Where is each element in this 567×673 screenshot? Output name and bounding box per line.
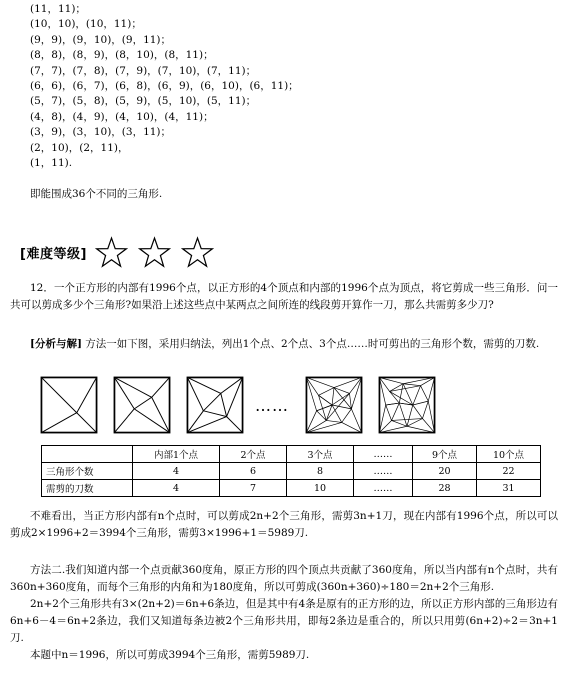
figures-ellipsis: …… bbox=[255, 395, 289, 415]
difficulty-level bbox=[20, 236, 224, 268]
analysis-text: 方法一如下图，采用归纳法，列出1个点、2个点、3个点……时可剪出的三角形个数，需剪的刀数. bbox=[85, 338, 540, 350]
square-figure-10-points bbox=[378, 376, 436, 434]
table-header-cell: 9个点 bbox=[413, 446, 477, 463]
table-cell: 4 bbox=[133, 480, 220, 497]
table-cell: 7 bbox=[220, 480, 287, 497]
table-header-cell: 内部1个点 bbox=[133, 446, 220, 463]
square-figure-9-points bbox=[305, 376, 363, 434]
pair-line: (10，10)，(10，11)； bbox=[30, 18, 142, 31]
table-cell: 22 bbox=[477, 463, 541, 480]
table-cell: 31 bbox=[477, 480, 541, 497]
difficulty-label: [难度等级] bbox=[20, 246, 87, 262]
data-table bbox=[41, 445, 541, 497]
star-outline-icon bbox=[181, 236, 214, 269]
square-figure-1-point bbox=[40, 376, 98, 434]
conclusion-text: 即能围成36个不同的三角形. bbox=[30, 188, 163, 200]
pair-line: (2，10)，(2，11)， bbox=[30, 141, 129, 154]
table-header-row bbox=[42, 446, 541, 463]
method-two-text: 方法二.我们知道内部一个点贡献360度角，原正方形的四个顶点共贡献了360度角，所以当内部有n个点时，共有360n+360度角，而每个三角形的内角和为180度角，所以可剪成(360n+360)÷180＝2n+2个三角形. bbox=[10, 564, 558, 593]
final-answer-text: 本题中n＝1996，所以可剪成3994个三角形，需剪5989刀. bbox=[30, 649, 310, 661]
square-figure-2-points bbox=[113, 376, 171, 434]
pair-line: (1，11). bbox=[30, 157, 73, 170]
pair-line: (6，6)，(6，7)，(6，8)，(6，9)，(6，10)，(6，11)； bbox=[30, 80, 299, 93]
table-row-header: 三角形个数 bbox=[42, 463, 133, 480]
table-row bbox=[42, 463, 541, 480]
table-cell: …… bbox=[354, 463, 413, 480]
square-figure-3-points bbox=[186, 376, 244, 434]
table-cell: 8 bbox=[287, 463, 354, 480]
pair-line: (11，11)； bbox=[30, 3, 86, 15]
table-header-cell: 2个点 bbox=[220, 446, 287, 463]
table-header-cell bbox=[42, 446, 133, 463]
pair-list bbox=[30, 2, 299, 171]
table-header-cell: …… bbox=[354, 446, 413, 463]
table-cell: 4 bbox=[133, 463, 220, 480]
analysis-tag: [分析与解] bbox=[30, 338, 82, 350]
pair-line: (8，8)，(8，9)，(8，10)，(8，11)； bbox=[30, 49, 214, 62]
star-outline-icon bbox=[95, 236, 128, 269]
table-row-header: 需剪的刀数 bbox=[42, 480, 133, 497]
square-figures bbox=[40, 376, 451, 434]
pair-line: (5，7)，(5，8)，(5，9)，(5，10)，(5，11)； bbox=[30, 95, 257, 108]
star-outline-icon bbox=[138, 236, 171, 269]
analysis-paragraph bbox=[10, 336, 558, 353]
difficulty-stars bbox=[95, 236, 224, 269]
table-cell: …… bbox=[354, 480, 413, 497]
table-header-cell: 3个点 bbox=[287, 446, 354, 463]
table-header-cell: 10个点 bbox=[477, 446, 541, 463]
pair-line: (4，8)，(4，9)，(4，10)，(4，11)； bbox=[30, 110, 214, 123]
edges-text: 2n+2个三角形共有3×(2n+2)＝6n+6条边，但是其中有4条是原有的正方形的边，所以正方形内部的三角形边有6n+6－4＝6n+2条边，我们又知道每条边被2个三角形共用，即每2条边是重合的，所以只用剪(6n+2)÷2＝3n+1刀. bbox=[10, 598, 558, 644]
table-cell: 20 bbox=[413, 463, 477, 480]
observation-text: 不难看出，当正方形内部有n个点时，可以剪成2n+2个三角形，需剪3n+1刀，现在内部有1996个点，所以可以剪成2×1996+2＝3994个三角形，需剪3×1996+1＝5989刀. bbox=[10, 510, 558, 539]
table-row bbox=[42, 480, 541, 497]
pair-line: (9，9)，(9，10)，(9，11)； bbox=[30, 33, 172, 46]
pair-line: (3，9)，(3，10)，(3，11)； bbox=[30, 126, 172, 139]
problem-text: 12．一个正方形的内部有1996个点，以正方形的4个顶点和内部的1996个点为顶点，将它剪成一些三角形．问一共可以剪成多少个三角形?如果沿上述这些点中某两点之间所连的线段剪开算作一刀，那么共需剪多少刀? bbox=[10, 282, 558, 311]
table-cell: 28 bbox=[413, 480, 477, 497]
pair-line: (7，7)，(7，8)，(7，9)，(7，10)，(7，11)； bbox=[30, 64, 257, 77]
table-cell: 6 bbox=[220, 463, 287, 480]
table-cell: 10 bbox=[287, 480, 354, 497]
